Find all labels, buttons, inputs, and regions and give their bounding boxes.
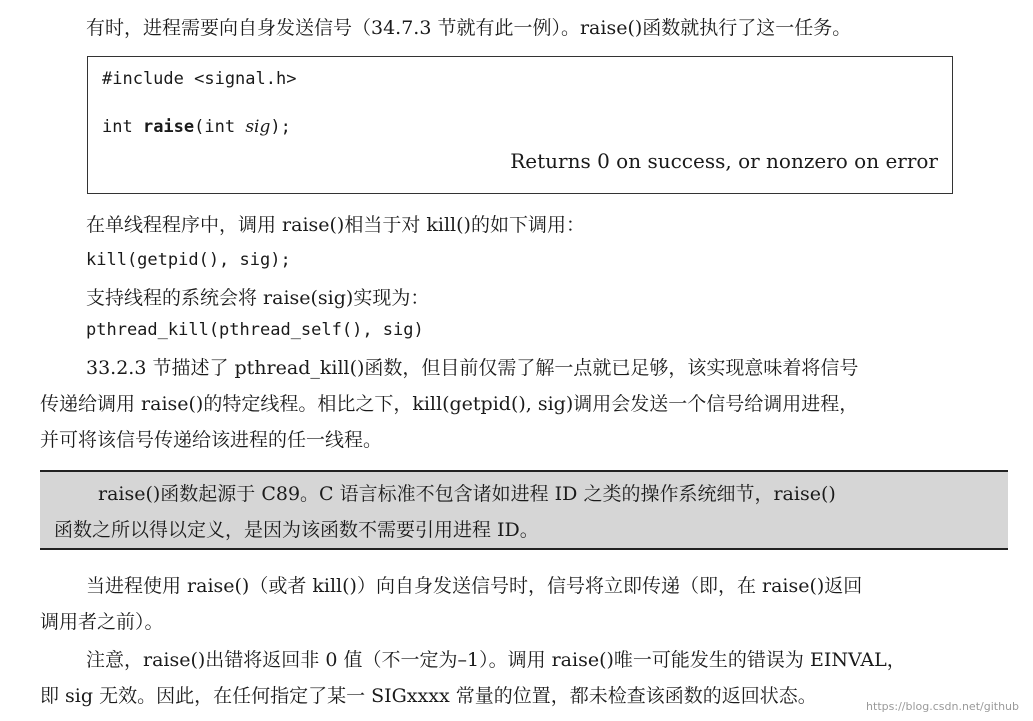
pthread-kill-code-line: pthread_kill(pthread_self(), sig) bbox=[86, 320, 424, 340]
single-thread-paragraph: 在单线程程序中，调用 raise()相当于对 kill()的如下调用： bbox=[86, 214, 585, 236]
note-line-2: 函数之所以得以定义，是因为该函数不需要引用进程 ID。 bbox=[54, 519, 539, 541]
pthread-paragraph-line-2: 传递给调用 raise()的特定线程。相比之下，kill(getpid(), sig)调用会发送一个信号给调用进程， bbox=[40, 393, 859, 415]
raise-error-line-1: 注意，raise()出错将返回非 0 值（不一定为–1）。调用 raise()唯一可能发生的错误为 EINVAL， bbox=[86, 649, 906, 671]
signature-argument: sig bbox=[245, 117, 271, 137]
raise-delivery-line-2: 调用者之前）。 bbox=[40, 611, 164, 633]
note-line-1: raise()函数起源于 C89。C 语言标准不包含诸如进程 ID 之类的操作系统细节，raise() bbox=[98, 483, 836, 505]
pthread-paragraph-line-3: 并可将该信号传递给该进程的任一线程。 bbox=[40, 429, 383, 451]
signature-line bbox=[102, 117, 291, 137]
pthread-paragraph-line-1: 33.2.3 节描述了 pthread_kill()函数，但目前仅需了解一点就已足够，该实现意味着将信号 bbox=[86, 357, 859, 379]
signature-function-name: raise bbox=[142, 117, 195, 137]
returns-text: Returns 0 on success, or nonzero on error bbox=[510, 149, 938, 173]
signature-suffix: ); bbox=[270, 117, 291, 137]
signature-mid: (int bbox=[194, 117, 246, 137]
kill-code-line: kill(getpid(), sig); bbox=[86, 250, 291, 270]
thread-support-paragraph: 支持线程的系统会将 raise(sig)实现为： bbox=[86, 287, 430, 309]
signature-prefix: int bbox=[102, 117, 143, 137]
include-line: #include <signal.h> bbox=[102, 69, 297, 89]
note-box bbox=[40, 470, 1008, 550]
prototype-box bbox=[87, 56, 953, 194]
raise-delivery-line-1: 当进程使用 raise()（或者 kill()）向自身发送信号时，信号将立即传递（即，在 raise()返回 bbox=[86, 575, 863, 597]
watermark-text: https://blog.csdn.net/github bbox=[866, 700, 1019, 713]
raise-error-line-2: 即 sig 无效。因此，在任何指定了某一 SIGxxxx 常量的位置，都未检查该函数的返回状态。 bbox=[40, 685, 817, 707]
intro-paragraph: 有时，进程需要向自身发送信号（34.7.3 节就有此一例）。raise()函数就执行了这一任务。 bbox=[86, 17, 852, 39]
